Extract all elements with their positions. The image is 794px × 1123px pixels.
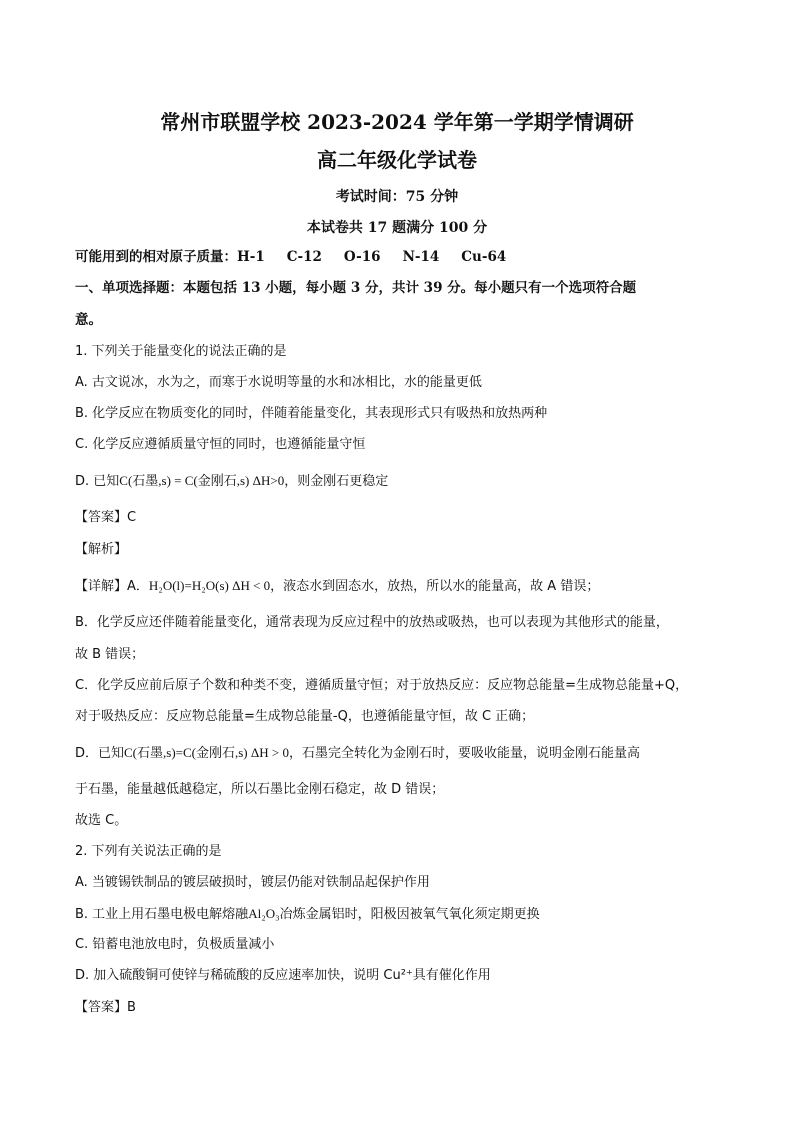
q1-option-d-label: D. 已知: [75, 474, 120, 489]
atomic-mass-item: O-16: [343, 249, 381, 265]
atomic-mass-item: C-12: [286, 249, 322, 265]
q1-detail-d-text: ，石墨完全转化为金刚石时，要吸收能量，说明金刚石能量高: [288, 746, 640, 761]
q1-detail-formula: H₂O(l)=H₂O(s) ΔH < 0: [148, 578, 271, 593]
q1-option-b: B. 化学反应在物质变化的同时，伴随着能量变化，其表现形式只有吸热和放热两种: [75, 406, 548, 421]
q2-option-c: C. 铅蓄电池放电时，负极质量减小: [75, 937, 275, 952]
q1-detail-b-cont: 故 B 错误；: [75, 647, 145, 662]
q1-analysis-label: 【解析】: [75, 542, 128, 557]
exam-subtitle: 高二年级化学试卷: [317, 148, 477, 172]
atomic-mass-item: Cu-64: [461, 249, 507, 265]
q1-detail-d-formula: C(石墨,s)=C(金刚石,s) ΔH > 0: [124, 745, 289, 760]
q1-detail-c: C．化学反应前后原子个数和种类不变，遵循质量守恒；对于放热反应：反应物总能量=生成物总能量+Q，: [75, 678, 689, 693]
q1-option-d-text: ，则金刚石更稳定: [284, 474, 389, 489]
q2-option-b-label: B. 工业上用石墨电极电解熔融: [75, 907, 249, 922]
q2-answer: 【答案】B: [75, 1000, 136, 1015]
section-heading: 一、单项选择题：本题包括 13 小题，每小题 3 分，共计 39 分。每小题只有一个选项符合题: [75, 280, 637, 296]
q1-detail-d-cont: 于石墨，能量越低越稳定，所以石墨比金刚石稳定，故 D 错误；: [75, 782, 445, 797]
atomic-masses-label: 可能用到的相对原子质量：: [75, 249, 237, 265]
q2-option-b: [75, 904, 540, 925]
section-heading-cont: 意。: [75, 312, 102, 328]
exam-title: 常州市联盟学校 2023-2024 学年第一学期学情调研: [160, 110, 634, 134]
exam-time: 考试时间：75 分钟: [335, 189, 459, 205]
q1-detail-a: [75, 576, 599, 597]
q2-option-b-text: 冶炼金属铝时，阳极因被氧气氧化须定期更换: [279, 907, 540, 922]
q2-option-a: A. 当镀锡铁制品的镀层破损时，镀层仍能对铁制品起保护作用: [75, 875, 430, 890]
q2-stem: 2. 下列有关说法正确的是: [75, 844, 222, 859]
q1-detail-b: B．化学反应还伴随着能量变化，通常表现为反应过程中的放热或吸热，也可以表现为其他形式的能量，: [75, 615, 669, 630]
q1-detail-d-label: D．已知: [75, 746, 125, 761]
atomic-masses: [75, 247, 528, 267]
q1-option-d-formula: C(石墨,s) = C(金刚石,s) ΔH>0: [119, 473, 285, 488]
atomic-mass-item: N-14: [402, 249, 440, 265]
q1-choose: 故选 C。: [75, 813, 128, 828]
q1-detail-label: 【详解】A．: [75, 579, 149, 594]
q2-option-b-formula: Al₂O₃: [248, 906, 280, 921]
atomic-mass-item: H-1: [237, 249, 265, 265]
q1-stem: 1. 下列关于能量变化的说法正确的是: [75, 344, 287, 359]
q1-answer: 【答案】C: [75, 510, 137, 525]
q2-option-d: D. 加入硫酸铜可使锌与稀硫酸的反应速率加快，说明 Cu²⁺具有催化作用: [75, 968, 491, 983]
q1-option-a: A. 古文说冰，水为之，而寒于水说明等量的水和冰相比，水的能量更低: [75, 375, 482, 390]
q1-detail-c-cont: 对于吸热反应：反应物总能量=生成物总能量-Q，也遵循能量守恒，故 C 正确；: [75, 709, 535, 724]
exam-scope: 本试卷共 17 题满分 100 分: [306, 220, 488, 236]
q1-detail-a-text: ，液态水到固态水，放热，所以水的能量高，故 A 错误；: [270, 579, 600, 594]
q1-option-d: [75, 471, 388, 492]
q1-detail-d: [75, 743, 640, 764]
q1-option-c: C. 化学反应遵循质量守恒的同时，也遵循能量守恒: [75, 437, 366, 452]
